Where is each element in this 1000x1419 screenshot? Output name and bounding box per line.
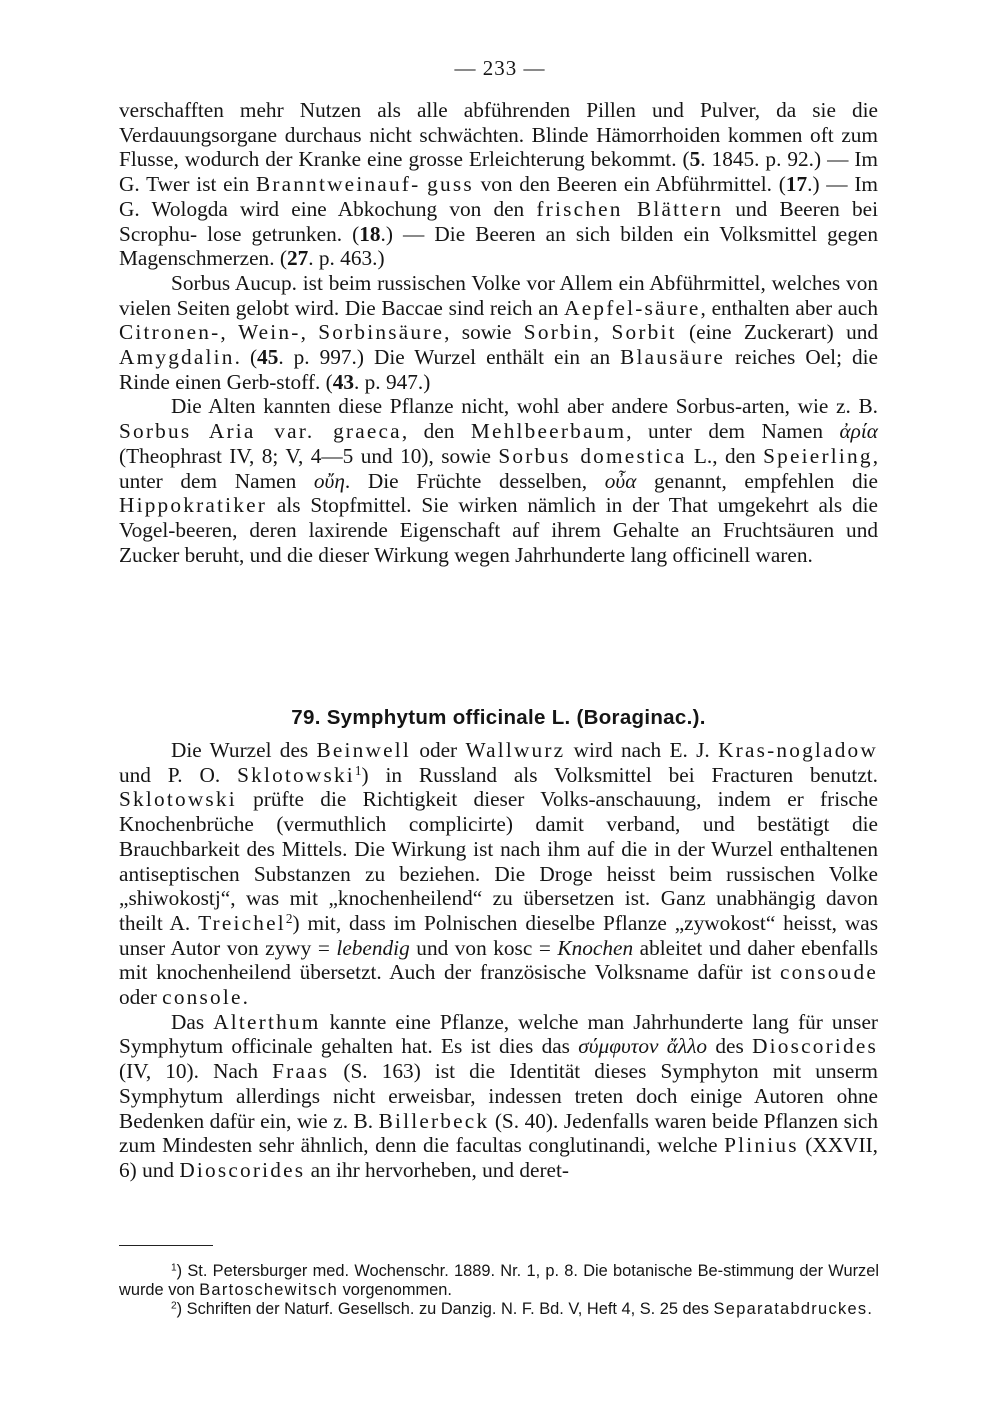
spaced-term: frischen Blättern	[536, 196, 724, 221]
spaced-term: Sorbus Aria var. graeca	[119, 419, 402, 444]
greek-term: οὖα	[604, 468, 637, 493]
reference-number: 43	[332, 369, 354, 394]
text-fragment: (Theophrast IV, 8; V, 4—5 und 10), sowie	[119, 443, 491, 468]
text-fragment: Die Wurzel des	[171, 738, 309, 762]
spaced-term: Citronen-	[119, 320, 221, 345]
spaced-term: Branntweinauf-	[255, 172, 421, 197]
footnote-marker: 1	[354, 762, 362, 778]
text-fragment: von den Beeren ein Abführmittel. (	[480, 172, 786, 197]
spaced-term: Wein-	[238, 320, 301, 345]
reference-number: 5	[689, 147, 701, 172]
spaced-term: Billerbeck	[378, 1108, 490, 1133]
text-fragment: . 1845. p. 92.) — Im G. Twer ist ein	[119, 147, 878, 197]
text-fragment: ) St. Petersburger med. Wochenschr. 1889. Nr. 1, p. 8. Die botanische Be-stimmung der Wurzel wurde von	[119, 1262, 879, 1299]
greek-term: ἀρία	[839, 419, 878, 444]
text-fragment: . p. 947.)	[354, 369, 431, 394]
spaced-term: Sorbinsäure	[318, 320, 445, 345]
spaced-term: Sorbit	[611, 320, 677, 345]
text-fragment: , unter dem Namen	[119, 443, 879, 493]
section-text-column	[119, 738, 878, 1183]
spaced-term: Fraas	[272, 1059, 330, 1084]
text-fragment: L., den	[693, 443, 756, 468]
spaced-term: Aepfel-säure	[564, 295, 701, 320]
reference-number: 27	[286, 246, 309, 271]
spaced-term: Beinwell	[316, 738, 411, 762]
text-fragment: an ihr hervorheben, und deret-	[310, 1157, 570, 1182]
text-fragment: , sowie	[444, 320, 512, 345]
text-fragment: .	[867, 1300, 872, 1318]
text-fragment: des	[715, 1034, 744, 1059]
spaced-term: Sklotowski	[119, 787, 237, 812]
text-fragment: (IV, 10). Nach	[119, 1059, 259, 1084]
italic-term: lebendig	[336, 935, 410, 960]
spaced-term: Sorbin	[523, 320, 594, 345]
text-fragment: oder	[419, 738, 458, 762]
text-fragment: vorgenommen.	[342, 1281, 452, 1299]
main-text-column	[119, 98, 878, 567]
spaced-term: Sklotowski	[237, 762, 355, 787]
footnote-marker: 1	[171, 1262, 177, 1274]
paragraph-antiquity	[119, 1010, 878, 1183]
text-fragment: genannt, empfehlen die	[654, 468, 878, 493]
text-fragment: eine Abkochung von den	[291, 196, 525, 221]
footnotes	[119, 1262, 879, 1319]
spaced-term: Sorbus domestica	[498, 443, 687, 468]
text-fragment: .) — Die Beeren an sich bilden ein Volksmittel gegen	[380, 221, 879, 246]
spaced-term: Kras-nogladow	[718, 738, 878, 762]
spaced-term: Amygdalin	[119, 345, 235, 370]
greek-term: σύμφυτον ἄλλο	[578, 1034, 708, 1059]
text-fragment: als Stopfmittel. Sie wirken nämlich in der That umgekehrt als die Vogel-beeren, deren laxirende Eigenschaft auf ihrem Gehalte an Fruchtsäuren und Zucker beruht, und die dieser Wirkung wegen Jahrhunderte lang officinell waren.	[119, 493, 878, 567]
text-fragment: (S. 40). Jedenfalls waren beide Pflanzen sich zum Mindesten sehr ähnlich, denn die facultas conglutinandi, welche	[119, 1108, 878, 1158]
spaced-term: Dioscorides	[179, 1157, 306, 1182]
text-fragment: reiches Oel; die Rinde einen Gerb-stoff. (	[119, 345, 878, 394]
spaced-term: Dioscorides	[752, 1034, 879, 1059]
text-fragment: .) — Im G. Wologda wird	[119, 172, 879, 221]
spaced-term: console	[162, 985, 243, 1010]
text-fragment: ) in Russland als Volksmittel bei Fracturen benutzt.	[361, 762, 879, 787]
text-fragment: lose getrunken. (	[207, 221, 360, 246]
text-fragment: prüfte die Richtigkeit dieser Volks-anschauung, indem er frische Knochenbrüche (vermuthlich complicirte) damit verband, und bestätigt die Brauchbarkeit des Mittels. Die Wirkung ist nach ihm auf die in der Wurzel enthaltenen antiseptischen Substanzen zu beziehen. Die Droge heisst beim russischen Volke „shiwokostj“, was mit „knochenheilend“ zu übersetzen ist. Ganz unabhängig davon theilt A.	[119, 787, 878, 935]
spaced-term: Mehlbeerbaum	[470, 419, 627, 444]
paragraph-beinwell	[119, 738, 878, 1010]
text-fragment: . Die Früchte desselben,	[344, 468, 588, 493]
spaced-term: Alterthum	[213, 1009, 321, 1034]
text-line: kommen oft zum Flusse, wodurch der Kranke eine grosse Erleichterung	[119, 122, 878, 172]
spaced-term: Blausäure	[620, 345, 726, 370]
spaced-term: Bartoschewitsch	[199, 1281, 339, 1299]
text-fragment: .	[242, 985, 248, 1010]
spaced-term: guss	[427, 172, 474, 197]
text-fragment: Das	[171, 1009, 205, 1034]
text-fragment: Sorbus Aucup. ist beim russischen Volke vor Allem ein Abführmittel, welches von vielen Seiten gelobt wird. Die Baccae sind reich an	[119, 270, 878, 320]
text-fragment: . (	[234, 345, 258, 370]
paragraph-ancients	[119, 394, 878, 567]
section-heading: 79. Symphytum officinale L. (Boraginac.).	[291, 706, 706, 729]
footnote-divider	[119, 1245, 213, 1246]
text-fragment: ,	[300, 320, 306, 345]
greek-term: οὔη	[313, 468, 345, 493]
text-fragment: , unter dem Namen	[626, 419, 823, 444]
text-fragment: oder	[119, 985, 157, 1010]
text-fragment: (eine Zuckerart) und	[689, 320, 879, 345]
footnote-2	[119, 1300, 879, 1319]
text-fragment: ,	[220, 320, 226, 345]
text-fragment: ) mit, dass im Polnischen dieselbe Pflanze „zywokost“ heisst, was unser Autor von zywy =	[119, 910, 878, 960]
text-fragment: ,	[593, 320, 600, 345]
text-fragment: ) Schriften der Naturf. Gesellsch. zu Danzig. N. F. Bd. V, Heft 4, S. 25 des	[176, 1300, 709, 1318]
spaced-term: Speierling	[763, 443, 873, 468]
text-fragment: , enthalten aber auch	[700, 295, 878, 320]
text-fragment: und Beeren bei Scrophu-	[119, 196, 878, 246]
spaced-term: Treichel	[198, 910, 286, 935]
text-fragment: und von kosc =	[416, 935, 551, 960]
text-fragment: bekommt. (	[590, 147, 690, 172]
spaced-term: consoude	[779, 960, 878, 985]
footnote-marker: 2	[285, 910, 293, 926]
italic-term: Knochen	[557, 935, 634, 960]
text-fragment: kannte eine Pflanze, welche man Jahrhunderte lang für unser Symphytum officinale gehalten hat. Es ist dies das	[119, 1009, 879, 1059]
text-fragment: (XXVII, 6) und	[119, 1133, 879, 1182]
reference-number: 17	[785, 172, 808, 197]
text-line: verschafften mehr Nutzen als alle abführenden Pillen und Pulver, da sie	[119, 98, 836, 122]
text-fragment: . p. 463.)	[308, 246, 385, 271]
reference-number: 45	[257, 345, 279, 370]
text-fragment: und P. O.	[119, 762, 221, 787]
text-fragment: . p. 997.) Die Wurzel enthält ein an	[278, 345, 611, 370]
spaced-term: Wallwurz	[465, 738, 566, 762]
text-fragment: (S. 163) ist die Identität dieses Symphyton mit unserm Symphytum allerdings nicht erweisbar, indessen treten doch einige Autoren ohne Bedenken dafür ein, wie z. B.	[119, 1059, 878, 1133]
text-fragment: wird nach E. J.	[573, 738, 710, 762]
spaced-term: Plinius	[724, 1133, 799, 1158]
text-fragment: ableitet und daher ebenfalls mit knochenheilend übersetzt. Auch der französische Volksname dafür ist	[119, 935, 879, 985]
page-number: — 233 —	[454, 56, 546, 80]
reference-number: 18	[359, 221, 381, 246]
paragraph-sorbus	[119, 271, 878, 395]
footnote-1	[119, 1262, 879, 1300]
text-fragment: Die Alten kannten diese Pflanze nicht, wohl aber andere Sorbus-arten, wie z. B.	[171, 394, 878, 419]
paragraph-continuation	[119, 98, 878, 271]
text-fragment: Magenschmerzen. (	[119, 246, 287, 271]
spaced-term: Separatabdruckes	[713, 1300, 868, 1318]
spaced-term: Hippokratiker	[119, 493, 268, 518]
footnote-marker: 2	[171, 1300, 177, 1312]
text-line: die Verdauungsorgane durchaus nicht schwächten. Blinde Hämorrhoiden	[119, 98, 879, 147]
text-fragment: , den	[401, 419, 455, 444]
